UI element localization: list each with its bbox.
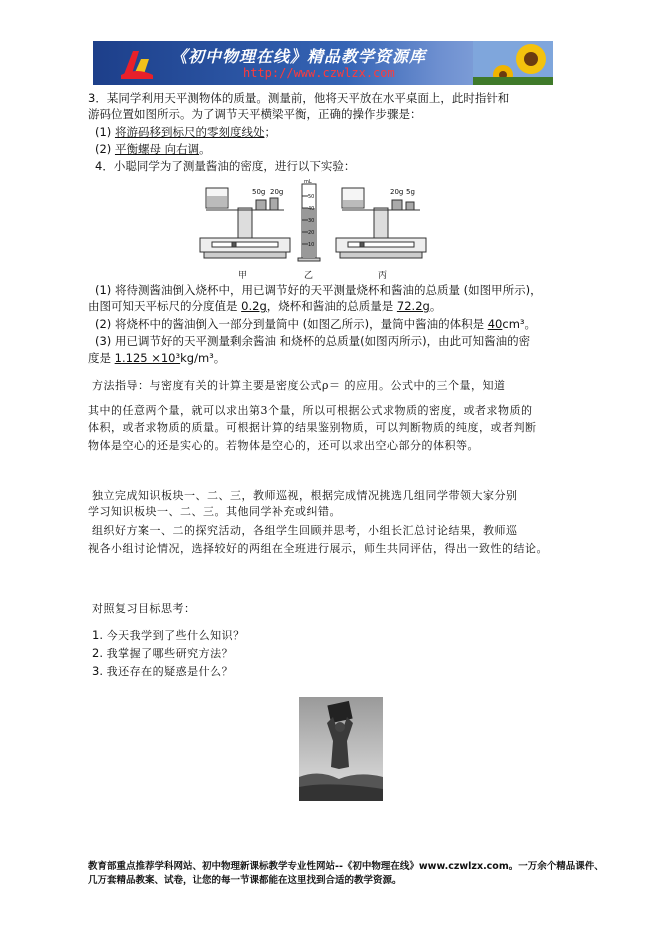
jia-weight-20g: 20g xyxy=(270,188,284,196)
q4-p3-text-b: kg/m³。 xyxy=(180,351,226,365)
header-banner xyxy=(93,41,553,85)
banner-title: 《初中物理在线》精品教学资源库 xyxy=(171,47,427,66)
label-yi: 乙 xyxy=(304,271,314,281)
activity-line1: 独立完成知识板块一、二、三，教师巡视，根据完成情况挑选几组同学带领大家分别 xyxy=(92,489,518,502)
q4-p3-text-a: 度是 xyxy=(88,351,111,365)
review-item-num: 1. xyxy=(92,628,103,642)
review-item-text: 今天我学到了些什么知识？ xyxy=(106,629,245,642)
method-line2: 其中的任意两个量，就可以求出第3个量，所以可根据公式求物质的密度，或者求物质的 xyxy=(88,404,533,417)
q4-p2 xyxy=(95,316,536,332)
q3-line2: 游码位置如图所示。为了调节天平横梁平衡，正确的操作步骤是： xyxy=(88,107,422,121)
q4-p1-answer-1: 0.2g xyxy=(241,299,267,313)
q4-p3-answer: 1.125 ×10³ xyxy=(114,351,181,365)
cylinder-tick-50: 50 xyxy=(308,194,315,200)
q4-p1-text-a: 由图可知天平标尺的分度值是 xyxy=(88,299,238,313)
q4-p2-answer: 40 xyxy=(487,317,503,331)
banner-url[interactable]: http://www.czwlzx.com xyxy=(243,66,395,80)
method-line4: 物体是空心的还是实心的。若物体是空心的，还可以求出空心部分的体积等。 xyxy=(88,439,479,452)
review-item xyxy=(92,645,233,662)
cylinder-unit: mL xyxy=(304,179,312,185)
review-item-text: 我还存在的疑惑是什么？ xyxy=(106,665,234,678)
activity-line4: 视各小组讨论情况，选择较好的两组在全班进行展示，师生共同评估，得出一致性的结论。 xyxy=(88,542,548,555)
label-jia: 甲 xyxy=(238,271,248,281)
activity-line2: 学习知识板块一、二、三。其他同学补充或纠错。 xyxy=(88,505,341,518)
activity-line3: 组织好方案一、二的探究活动，各组学生回顾并思考，小组长汇总讨论结果，教师巡 xyxy=(92,524,518,537)
q3-step2-answer: 平衡螺母 向右调 xyxy=(114,142,200,156)
footer-line2: 几万套精品教案、试卷，让您的每一节课都能在这里找到合适的教学资源。 xyxy=(88,875,402,886)
q3-step2 xyxy=(95,141,211,157)
bing-weight-5g: 5g xyxy=(406,188,415,196)
q4-p1-line2 xyxy=(88,298,441,314)
method-line1: 方法指导：与密度有关的计算主要是密度公式ρ＝ 的应用。公式中的三个量，知道 xyxy=(92,379,506,392)
q3-step2-suffix: 。 xyxy=(199,142,211,156)
jia-weight-50g: 50g xyxy=(252,188,266,196)
balance-figure xyxy=(198,178,430,288)
review-item-num: 2. xyxy=(92,646,103,660)
q4-p1-text-c: 。 xyxy=(429,299,442,313)
q4-p2-text-b: cm³。 xyxy=(502,317,537,331)
q3-step1 xyxy=(95,124,276,140)
q3-step1-prefix: (1) xyxy=(95,125,112,139)
method-line3: 体积，或者求物质的质量。可根据计算的结果鉴别物质，可以判断物质的纯度，或者判断 xyxy=(88,421,537,434)
review-item-text: 我掌握了哪些研究方法？ xyxy=(106,647,234,660)
q4-intro: 4．小聪同学为了测量酱油的密度，进行以下实验： xyxy=(95,159,356,173)
review-item xyxy=(92,627,245,644)
q3-step1-suffix: ； xyxy=(264,125,276,139)
cylinder-tick-20: 20 xyxy=(308,230,315,236)
q4-p3-line1: (3) 用已调节好的天平测量剩余酱油 和烧杯的总质量(如图丙所示)，由此可知酱油的密 xyxy=(95,334,531,348)
label-bing: 丙 xyxy=(378,271,388,281)
q3-line1: 3．某同学利用天平测物体的质量。测量前，他将天平放在水平桌面上，此时指针和 xyxy=(88,91,510,105)
q4-p2-text-a: (2) 将烧杯中的酱油倒入一部分到量筒中 (如图乙所示)，量筒中酱油的体积是 xyxy=(95,317,485,331)
cylinder-tick-10: 10 xyxy=(308,242,315,248)
review-heading: 对照复习目标思考： xyxy=(92,602,196,615)
cylinder-tick-40: 40 xyxy=(308,206,315,212)
site-logo-icon xyxy=(119,45,155,81)
bing-weight-20g: 20g xyxy=(390,188,404,196)
q3-step2-prefix: (2) xyxy=(95,142,112,156)
review-item-num: 3. xyxy=(92,664,103,678)
review-item xyxy=(92,663,233,680)
q3-step1-answer: 将游码移到标尺的零刻度线处 xyxy=(114,125,265,139)
q4-p1-answer-2: 72.2g xyxy=(396,299,430,313)
balance-bing xyxy=(336,188,426,258)
weightlifter-photo xyxy=(299,697,383,801)
q4-p1-text-b: ，烧杯和酱油的总质量是 xyxy=(266,299,394,313)
footer-line1: 教育部重点推荐学科网站、初中物理新课标教学专业性网站--《初中物理在线》www.czwlzx.com。一万余个精品课件、 xyxy=(88,861,604,872)
q4-p3-line2 xyxy=(88,350,225,366)
q4-p1-line1: (1) 将待测酱油倒入烧杯中，用已调节好的天平测量烧杯和酱油的总质量 (如图甲所示)， xyxy=(95,283,542,297)
sunflower-icon xyxy=(473,41,553,85)
cylinder-tick-30: 30 xyxy=(308,218,315,224)
balance-jia xyxy=(200,188,290,258)
